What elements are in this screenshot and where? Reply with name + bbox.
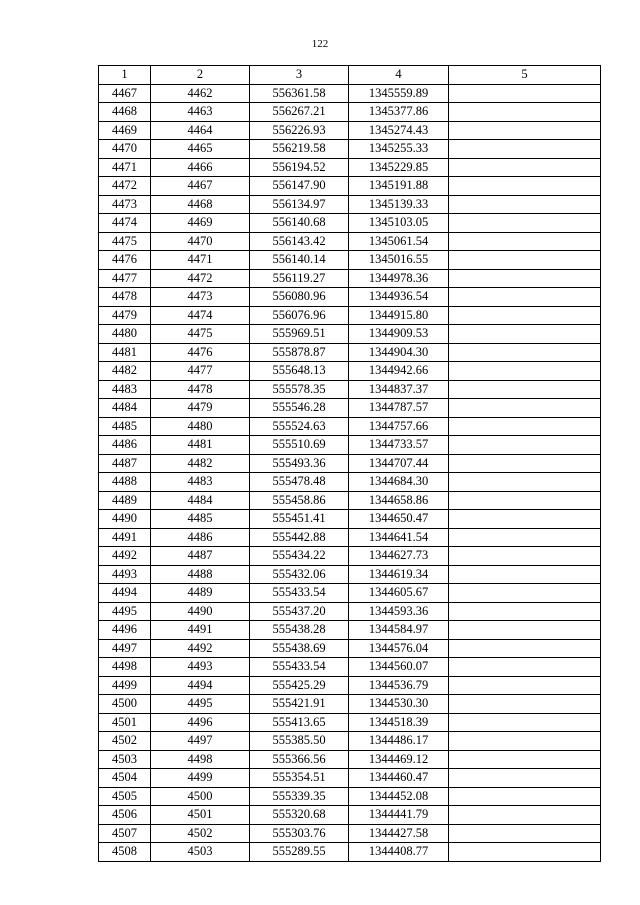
table-cell-col3: 555878.87 [250, 343, 349, 362]
table-cell-col2: 4493 [151, 658, 250, 677]
table-cell-col5 [449, 380, 601, 399]
table-row [99, 787, 601, 806]
table-row [99, 343, 601, 362]
table-row [99, 713, 601, 732]
table-cell-col5 [449, 269, 601, 288]
table-cell-col2: 4498 [151, 750, 250, 769]
table-cell-col5 [449, 195, 601, 214]
table-cell-col3: 555425.29 [250, 676, 349, 695]
table-row [99, 602, 601, 621]
table-cell-col4: 1344707.44 [349, 454, 449, 473]
table-cell-col5 [449, 658, 601, 677]
table-row [99, 676, 601, 695]
table-row [99, 621, 601, 640]
table-cell-col2: 4480 [151, 417, 250, 436]
table-cell-col2: 4462 [151, 84, 250, 103]
table-cell-col5 [449, 325, 601, 344]
table-cell-col3: 556140.68 [250, 214, 349, 233]
table-cell-col5 [449, 787, 601, 806]
table-cell-col2: 4492 [151, 639, 250, 658]
table-cell-col3: 556143.42 [250, 232, 349, 251]
table-cell-col1: 4496 [99, 621, 151, 640]
table-cell-col4: 1345229.85 [349, 158, 449, 177]
table-cell-col4: 1344619.34 [349, 565, 449, 584]
table-cell-col4: 1344441.79 [349, 806, 449, 825]
table-cell-col1: 4504 [99, 769, 151, 788]
table-cell-col4: 1345255.33 [349, 140, 449, 159]
table-row [99, 177, 601, 196]
table-cell-col4: 1345061.54 [349, 232, 449, 251]
table-cell-col4: 1344684.30 [349, 473, 449, 492]
table-cell-col3: 555451.41 [250, 510, 349, 529]
table-cell-col3: 555546.28 [250, 399, 349, 418]
table-cell-col2: 4483 [151, 473, 250, 492]
table-cell-col2: 4495 [151, 695, 250, 714]
table-cell-col5 [449, 806, 601, 825]
table-cell-col4: 1344904.30 [349, 343, 449, 362]
table-cell-col3: 555438.69 [250, 639, 349, 658]
table-cell-col3: 556219.58 [250, 140, 349, 159]
table-row [99, 473, 601, 492]
table-cell-col1: 4491 [99, 528, 151, 547]
table-cell-col3: 556080.96 [250, 288, 349, 307]
table-cell-col2: 4473 [151, 288, 250, 307]
table-row [99, 658, 601, 677]
table-cell-col5 [449, 769, 601, 788]
table-cell-col3: 555648.13 [250, 362, 349, 381]
table-cell-col1: 4481 [99, 343, 151, 362]
table-cell-col3: 555320.68 [250, 806, 349, 825]
table-cell-col2: 4469 [151, 214, 250, 233]
table-cell-col3: 555289.55 [250, 843, 349, 862]
table-cell-col4: 1344560.07 [349, 658, 449, 677]
table-cell-col5 [449, 584, 601, 603]
table-cell-col5 [449, 140, 601, 159]
table-cell-col1: 4482 [99, 362, 151, 381]
table-cell-col2: 4490 [151, 602, 250, 621]
table-row [99, 806, 601, 825]
table-row [99, 195, 601, 214]
table-cell-col3: 556194.52 [250, 158, 349, 177]
table-cell-col3: 556226.93 [250, 121, 349, 140]
table-row [99, 639, 601, 658]
table-cell-col5 [449, 232, 601, 251]
table-cell-col2: 4482 [151, 454, 250, 473]
table-cell-col2: 4474 [151, 306, 250, 325]
table-cell-col4: 1344978.36 [349, 269, 449, 288]
table-cell-col2: 4500 [151, 787, 250, 806]
table-cell-col5 [449, 343, 601, 362]
table-cell-col3: 556361.58 [250, 84, 349, 103]
table-cell-col2: 4468 [151, 195, 250, 214]
table-cell-col3: 556140.14 [250, 251, 349, 270]
table-cell-col3: 555493.36 [250, 454, 349, 473]
table-cell-col5 [449, 454, 601, 473]
table-cell-col4: 1344486.17 [349, 732, 449, 751]
table-cell-col1: 4501 [99, 713, 151, 732]
table-cell-col4: 1344787.57 [349, 399, 449, 418]
table-cell-col1: 4474 [99, 214, 151, 233]
table-cell-col3: 555433.54 [250, 584, 349, 603]
table-cell-col2: 4466 [151, 158, 250, 177]
table-cell-col3: 555413.65 [250, 713, 349, 732]
table-cell-col4: 1344530.30 [349, 695, 449, 714]
table-cell-col2: 4501 [151, 806, 250, 825]
table-cell-col1: 4473 [99, 195, 151, 214]
table-cell-col1: 4480 [99, 325, 151, 344]
table-cell-col4: 1344427.58 [349, 824, 449, 843]
table-cell-col4: 1344733.57 [349, 436, 449, 455]
table-cell-col4: 1344518.39 [349, 713, 449, 732]
table-cell-col5 [449, 399, 601, 418]
table-row [99, 695, 601, 714]
table-cell-col1: 4507 [99, 824, 151, 843]
table-cell-col4: 1345191.88 [349, 177, 449, 196]
table-cell-col3: 555510.69 [250, 436, 349, 455]
table-row [99, 750, 601, 769]
table-cell-col1: 4505 [99, 787, 151, 806]
table-row [99, 584, 601, 603]
table-cell-col4: 1344936.54 [349, 288, 449, 307]
table-cell-col5 [449, 103, 601, 122]
table-cell-col5 [449, 732, 601, 751]
table-cell-col2: 4470 [151, 232, 250, 251]
table-cell-col1: 4472 [99, 177, 151, 196]
table-row [99, 491, 601, 510]
table-cell-col1: 4477 [99, 269, 151, 288]
column-header-1: 1 [99, 66, 151, 85]
table-row [99, 769, 601, 788]
table-cell-col1: 4476 [99, 251, 151, 270]
table-cell-col1: 4483 [99, 380, 151, 399]
table-row [99, 417, 601, 436]
table-cell-col1: 4503 [99, 750, 151, 769]
table-cell-col4: 1344641.54 [349, 528, 449, 547]
table-cell-col1: 4497 [99, 639, 151, 658]
table-row [99, 251, 601, 270]
table-cell-col5 [449, 824, 601, 843]
table-cell-col5 [449, 510, 601, 529]
table-cell-col1: 4478 [99, 288, 151, 307]
table-cell-col5 [449, 121, 601, 140]
table-header-row [99, 66, 601, 85]
table-row [99, 843, 601, 862]
table-cell-col3: 555434.22 [250, 547, 349, 566]
table-cell-col1: 4470 [99, 140, 151, 159]
table-cell-col2: 4465 [151, 140, 250, 159]
table-cell-col4: 1344915.80 [349, 306, 449, 325]
table-row [99, 325, 601, 344]
table-row [99, 399, 601, 418]
table-cell-col5 [449, 436, 601, 455]
table-cell-col1: 4508 [99, 843, 151, 862]
table-cell-col1: 4492 [99, 547, 151, 566]
table-cell-col2: 4496 [151, 713, 250, 732]
table-cell-col2: 4481 [151, 436, 250, 455]
table-cell-col3: 556147.90 [250, 177, 349, 196]
table-cell-col5 [449, 288, 601, 307]
table-cell-col1: 4489 [99, 491, 151, 510]
table-cell-col2: 4464 [151, 121, 250, 140]
table-cell-col2: 4485 [151, 510, 250, 529]
table-cell-col5 [449, 491, 601, 510]
table-cell-col2: 4487 [151, 547, 250, 566]
table-cell-col5 [449, 251, 601, 270]
table-cell-col4: 1344909.53 [349, 325, 449, 344]
table-cell-col2: 4503 [151, 843, 250, 862]
table-cell-col5 [449, 417, 601, 436]
coordinates-table [98, 65, 601, 862]
table-cell-col1: 4494 [99, 584, 151, 603]
table-body [99, 84, 601, 861]
table-row [99, 565, 601, 584]
table-cell-col4: 1344576.04 [349, 639, 449, 658]
table-cell-col5 [449, 528, 601, 547]
table-cell-col5 [449, 602, 601, 621]
table-cell-col1: 4469 [99, 121, 151, 140]
table-cell-col1: 4471 [99, 158, 151, 177]
table-cell-col5 [449, 473, 601, 492]
table-row [99, 824, 601, 843]
table-cell-col5 [449, 158, 601, 177]
table-cell-col4: 1344452.08 [349, 787, 449, 806]
table-row [99, 306, 601, 325]
table-cell-col2: 4494 [151, 676, 250, 695]
table-cell-col3: 555385.50 [250, 732, 349, 751]
table-cell-col5 [449, 362, 601, 381]
table-cell-col5 [449, 750, 601, 769]
table-cell-col2: 4463 [151, 103, 250, 122]
table-cell-col4: 1344942.66 [349, 362, 449, 381]
table-cell-col1: 4486 [99, 436, 151, 455]
table-cell-col2: 4477 [151, 362, 250, 381]
table-cell-col2: 4484 [151, 491, 250, 510]
table-cell-col5 [449, 639, 601, 658]
table-cell-col2: 4497 [151, 732, 250, 751]
column-header-2: 2 [151, 66, 250, 85]
column-header-3: 3 [250, 66, 349, 85]
table-cell-col3: 556076.96 [250, 306, 349, 325]
table-cell-col3: 555437.20 [250, 602, 349, 621]
table-cell-col5 [449, 695, 601, 714]
table-row [99, 232, 601, 251]
table-cell-col1: 4502 [99, 732, 151, 751]
table-cell-col2: 4486 [151, 528, 250, 547]
table-cell-col4: 1344837.37 [349, 380, 449, 399]
table-cell-col3: 555433.54 [250, 658, 349, 677]
table-cell-col3: 555969.51 [250, 325, 349, 344]
table-cell-col3: 555339.35 [250, 787, 349, 806]
table-cell-col4: 1344650.47 [349, 510, 449, 529]
table-cell-col4: 1344757.66 [349, 417, 449, 436]
table-cell-col3: 555578.35 [250, 380, 349, 399]
table-cell-col4: 1344460.47 [349, 769, 449, 788]
table-cell-col2: 4475 [151, 325, 250, 344]
table-cell-col5 [449, 306, 601, 325]
table-cell-col4: 1344469.12 [349, 750, 449, 769]
table-cell-col2: 4476 [151, 343, 250, 362]
table-cell-col4: 1345139.33 [349, 195, 449, 214]
table-row [99, 436, 601, 455]
table-row [99, 510, 601, 529]
column-header-4: 4 [349, 66, 449, 85]
table-cell-col4: 1344605.67 [349, 584, 449, 603]
table-cell-col1: 4493 [99, 565, 151, 584]
table-cell-col5 [449, 84, 601, 103]
table-cell-col1: 4488 [99, 473, 151, 492]
table-row [99, 732, 601, 751]
table-cell-col1: 4475 [99, 232, 151, 251]
table-cell-col3: 556134.97 [250, 195, 349, 214]
table-cell-col5 [449, 676, 601, 695]
column-header-5: 5 [449, 66, 601, 85]
table-cell-col4: 1345103.05 [349, 214, 449, 233]
table-cell-col1: 4499 [99, 676, 151, 695]
table-cell-col2: 4467 [151, 177, 250, 196]
table-row [99, 269, 601, 288]
table-cell-col2: 4499 [151, 769, 250, 788]
table-cell-col2: 4472 [151, 269, 250, 288]
table-cell-col5 [449, 621, 601, 640]
table-row [99, 140, 601, 159]
table-cell-col1: 4468 [99, 103, 151, 122]
table-cell-col3: 556267.21 [250, 103, 349, 122]
table-cell-col4: 1344593.36 [349, 602, 449, 621]
table-cell-col5 [449, 843, 601, 862]
table-cell-col3: 555303.76 [250, 824, 349, 843]
table-cell-col5 [449, 214, 601, 233]
table-cell-col5 [449, 565, 601, 584]
table-cell-col3: 555354.51 [250, 769, 349, 788]
table-cell-col1: 4467 [99, 84, 151, 103]
table-cell-col3: 555478.48 [250, 473, 349, 492]
table-row [99, 528, 601, 547]
table-cell-col1: 4479 [99, 306, 151, 325]
table-cell-col2: 4488 [151, 565, 250, 584]
table-cell-col2: 4489 [151, 584, 250, 603]
table-row [99, 158, 601, 177]
table-row [99, 103, 601, 122]
table-cell-col4: 1345016.55 [349, 251, 449, 270]
page-number: 122 [311, 38, 329, 50]
table-cell-col4: 1344584.97 [349, 621, 449, 640]
table-cell-col1: 4498 [99, 658, 151, 677]
table-cell-col2: 4479 [151, 399, 250, 418]
table-row [99, 547, 601, 566]
table-cell-col3: 555438.28 [250, 621, 349, 640]
table-cell-col2: 4478 [151, 380, 250, 399]
table-cell-col1: 4506 [99, 806, 151, 825]
table-cell-col2: 4491 [151, 621, 250, 640]
table-cell-col3: 555421.91 [250, 695, 349, 714]
table-cell-col4: 1344658.86 [349, 491, 449, 510]
table-cell-col1: 4485 [99, 417, 151, 436]
table-cell-col2: 4471 [151, 251, 250, 270]
table-cell-col1: 4495 [99, 602, 151, 621]
table-cell-col4: 1344536.79 [349, 676, 449, 695]
table-cell-col4: 1344627.73 [349, 547, 449, 566]
table-row [99, 380, 601, 399]
table-cell-col3: 555432.06 [250, 565, 349, 584]
table-cell-col4: 1345559.89 [349, 84, 449, 103]
table-cell-col1: 4490 [99, 510, 151, 529]
table-cell-col5 [449, 177, 601, 196]
table-cell-col4: 1344408.77 [349, 843, 449, 862]
table-cell-col1: 4487 [99, 454, 151, 473]
table-cell-col3: 556119.27 [250, 269, 349, 288]
table-row [99, 362, 601, 381]
table-cell-col3: 555524.63 [250, 417, 349, 436]
table-row [99, 288, 601, 307]
table-cell-col3: 555458.86 [250, 491, 349, 510]
table-row [99, 84, 601, 103]
table-row [99, 214, 601, 233]
table-row [99, 121, 601, 140]
table-cell-col5 [449, 713, 601, 732]
table-cell-col1: 4484 [99, 399, 151, 418]
table-cell-col1: 4500 [99, 695, 151, 714]
table-cell-col3: 555366.56 [250, 750, 349, 769]
table-cell-col4: 1345377.86 [349, 103, 449, 122]
table-cell-col3: 555442.88 [250, 528, 349, 547]
table-cell-col2: 4502 [151, 824, 250, 843]
table-cell-col4: 1345274.43 [349, 121, 449, 140]
table-cell-col5 [449, 547, 601, 566]
table-row [99, 454, 601, 473]
